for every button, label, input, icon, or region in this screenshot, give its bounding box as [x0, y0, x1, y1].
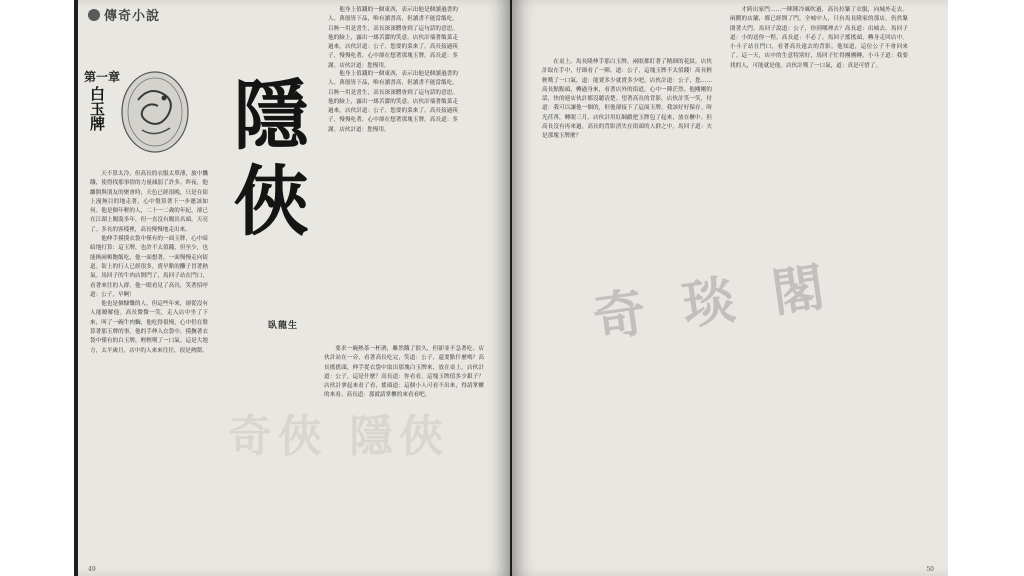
magazine-header-title: 傳奇小說 — [104, 9, 161, 24]
bullet-dot-icon — [88, 9, 100, 21]
paragraph: 他身上值錢的一個東西，表示出他是個讀過書的人。萬般皆下品，唯有讀書高，但讀書不能當飯吃。百無一用是書生，高長深深體會到了這句話的意思。他的臉上，露出一絲苦澀的笑意。店伙計端著飯菜走過來。店伙計道：公子，您要的菜來了。高長接過筷子，慢慢吃著，心中卻在想著那塊玉牌。高長道：多謝。店伙計道：您慢用。 — [328, 71, 458, 133]
background-title-text: 奇俠 隱俠 — [228, 411, 450, 462]
paragraph: 才跨出家門……一陣陣冷風吹過，高長拉緊了衣服，向城外走去。兩側的店舖，都已經開了門。全城中人，只有馬長隆家的那店，仍然緊閉著大門。馬回子說道：公子，你到哪裡去？高長道：出城去。馬回子道：小的送你一程。高長道：不必了。馬回子搖搖頭，轉身走回店中。小斗子站在門口，看著高長遠去的背影。他知道，這位公子不會回來了。這一天，店中的生意特別好，馬回子忙得團團轉。小斗子道：我要找的人，可能就是他。店伙計嘆了一口氣，道：真是可惜了。 — [730, 7, 908, 69]
middle-top-text-column — [328, 6, 458, 68]
chapter-label: 第一章 — [84, 70, 121, 84]
paragraph: 他伸手摸摸衣袋中僅有的一面玉牌，心中暗暗地打算：這玉牌，也許不太值錢，但至少，也能換兩頓飽飯吃，他一面想著，一面慢慢走向街道。街上的行人已經很多，賣早點的攤子冒著熱氣。馬回子的牛肉店開門了，馬回子站在門口，看著來往的人群。他一眼看見了高長，笑著招呼道：公子，早啊！ — [90, 236, 208, 298]
page-number-left: 49 — [88, 566, 96, 573]
paragraph: 他也是個慷慨的人，但這些年來，卻從沒有人能瞭解他。高長微微一笑，走入店中坐了下來，叫了一碗牛肉麵，他吃得很慢，心中仍在盤算著那玉牌的事。他的手伸入衣袋中，摸撫著衣袋中僅有的白玉牌，輕輕嘆了一口氣。這是大地方，太平歲月，店中的人來來往往，很是熱鬧。 — [90, 301, 208, 354]
left-text-column — [90, 170, 208, 562]
author-name: 臥龍生 — [268, 321, 299, 331]
story-title: 隱俠 — [221, 75, 310, 247]
page-number-right: 50 — [926, 566, 934, 573]
right-page — [512, 0, 948, 576]
chapter-name: 白玉牌 — [88, 86, 106, 131]
right-second-text-column — [730, 6, 908, 563]
magazine-header — [88, 5, 160, 24]
paragraph: 天不算太冷，但高長的衣服太單薄，旅中饑餓，使得找那事情的力量減弱了許多。昨夜，他離開與朋友的聚會時，天色已經很晚，只是在街上漫無目的地走著，心中盤算著下一步應該如何。他是個年輕的人，二十一二歲的年紀，卻已在江湖上闖蕩多年，但一直沒有闖出名頭。天亮了。多長的客棧裡，高長慢慢地走出來。 — [90, 171, 208, 233]
middle-lower-text-column — [324, 345, 484, 563]
middle-upper-text-column — [328, 70, 458, 310]
left-page — [78, 0, 510, 576]
watermark: 奇 琰 閣 — [589, 255, 838, 350]
dragon-seal-icon — [120, 70, 190, 155]
right-first-text-column — [542, 58, 712, 563]
paragraph: 在桌上。馬長隆伸手那白玉牌，兩眼都盯著了精細的花紋。店伙計取在手中，仔細看了一陣，道：公子，這塊玉牌不太值錢！高長輕輕嘆了一口氣，道：能賣多少就賣多少吧。店伙計道：公子，您……高長點點頭，轉過身來，看著店外的街道，心中一陣茫然。他剛剛的話，快的連店伙計都沒聽清楚。望著高長的背影，店伙計笑一笑，付道：我可以讓他一個的，但他卻接下了這面玉牌。我該好好保存。時光荏苒，轉眼三月。店伙計用紅綢緞把玉牌包了起來，放在櫃中。但高長沒有再來過。高長的背影消失在街頭的人群之中。馬回子道：夫是那塊玉牌麼？ — [542, 59, 712, 140]
paragraph: 他身上值錢的一個東西，表示出他是個讀過書的人。萬般皆下品，唯有讀書高，但讀書不能當飯吃。百無一用是書生，高長深深體會到了這句話的意思。他的臉上，露出一絲苦澀的笑意。店伙計端著飯菜走過來。店伙計道：公子，您要的菜來了。高長接過筷子，慢慢吃著，心中卻在想著那塊玉牌。高長道：多謝。店伙計道：您慢用。 — [328, 7, 458, 68]
paragraph: 要求一碗熱茶一杯酒，雖然餓了很久，但卻並不急著吃。店伙計站在一旁，看著高長吃完，笑道：公子，還要點什麼嗎？高長搖搖頭，伸手從衣袋中取出那塊白玉牌來，放在桌上。店伙計道：公子，這是什麼？高長道：你看看，這塊玉牌值多少銀子？店伙計拿起來看了看，搖頭道：這個小人可看不出來，得請掌櫃的來看。高長道：那就請掌櫃的來看看吧。 — [324, 346, 484, 399]
